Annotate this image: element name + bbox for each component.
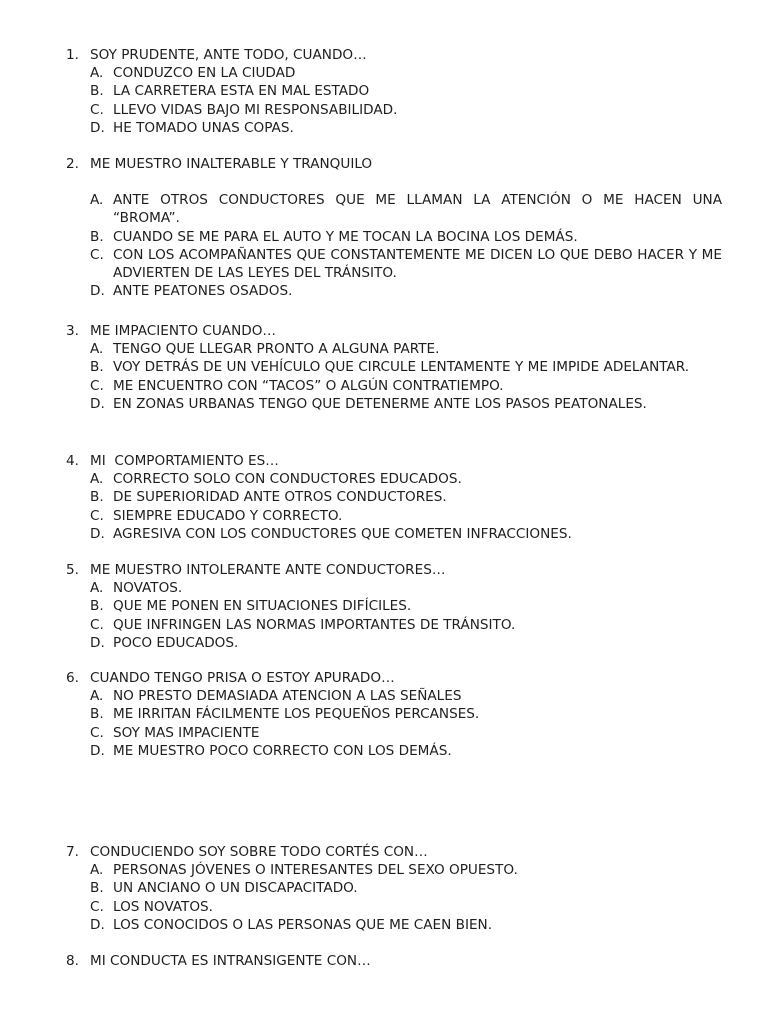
- option-d: [66, 395, 722, 413]
- option-a: [66, 861, 722, 879]
- option-text: QUE ME PONEN EN SITUACIONES DIFÍCILES.: [113, 598, 412, 615]
- option-letter: B.: [90, 706, 104, 723]
- question-text: CONDUCIENDO SOY SOBRE TODO CORTÉS CON…: [90, 844, 428, 860]
- option-c: [66, 377, 722, 395]
- option-text: LOS CONOCIDOS O LAS PERSONAS QUE ME CAEN BIEN.: [113, 916, 493, 933]
- option-letter: D.: [90, 634, 105, 651]
- question-heading: [66, 46, 722, 64]
- option-a: [66, 579, 722, 597]
- option-text: PERSONAS JÓVENES O INTERESANTES DEL SEXO OPUESTO.: [113, 862, 518, 879]
- option-text: SOY MAS IMPACIENTE: [113, 724, 260, 741]
- question-heading: [66, 843, 722, 861]
- option-a: [66, 340, 722, 358]
- option-letter: A.: [90, 192, 104, 209]
- option-letter: C.: [90, 377, 104, 394]
- option-letter: A.: [90, 65, 104, 82]
- option-letter: B.: [90, 228, 104, 245]
- option-d: [66, 119, 722, 137]
- question-heading: [66, 452, 722, 470]
- option-c: [66, 101, 722, 119]
- option-text: ME IRRITAN FÁCILMENTE LOS PEQUEÑOS PERCANSES.: [113, 706, 480, 723]
- question-number: 1.: [66, 47, 79, 63]
- option-letter: A.: [90, 341, 104, 358]
- option-letter: C.: [90, 101, 104, 118]
- option-a: [66, 470, 722, 488]
- option-b: [66, 228, 722, 246]
- option-c: [66, 616, 722, 634]
- question-2: [66, 155, 722, 300]
- option-letter: C.: [90, 246, 104, 263]
- option-letter: A.: [90, 580, 104, 597]
- option-letter: D.: [90, 916, 105, 933]
- option-text: ME MUESTRO POCO CORRECTO CON LOS DEMÁS.: [113, 742, 452, 759]
- question-8: [66, 952, 722, 970]
- option-letter: B.: [90, 359, 104, 376]
- question-text: MI COMPORTAMIENTO ES…: [90, 453, 279, 469]
- option-c: [66, 246, 722, 282]
- question-number: 5.: [66, 562, 79, 578]
- option-a: [66, 191, 722, 227]
- option-text: EN ZONAS URBANAS TENGO QUE DETENERME ANTE LOS PASOS PEATONALES.: [113, 395, 647, 412]
- option-b: [66, 597, 722, 615]
- option-text: LLEVO VIDAS BAJO MI RESPONSABILIDAD.: [113, 101, 398, 118]
- question-number: 8.: [66, 953, 79, 969]
- question-heading: [66, 669, 722, 687]
- option-b: [66, 705, 722, 723]
- question-number: 3.: [66, 323, 79, 339]
- option-c: [66, 507, 722, 525]
- option-letter: D.: [90, 525, 105, 542]
- question-text: ME IMPACIENTO CUANDO…: [90, 323, 277, 339]
- option-a: [66, 687, 722, 705]
- option-letter: D.: [90, 119, 105, 136]
- option-text: POCO EDUCADOS.: [113, 634, 239, 651]
- question-text: MI CONDUCTA ES INTRANSIGENTE CON…: [90, 953, 371, 969]
- question-5: [66, 561, 722, 652]
- option-text: LA CARRETERA ESTA EN MAL ESTADO: [113, 83, 370, 100]
- option-letter: C.: [90, 724, 104, 741]
- option-letter: C.: [90, 898, 104, 915]
- option-text: CONDUZCO EN LA CIUDAD: [113, 65, 296, 82]
- question-text: ME MUESTRO INALTERABLE Y TRANQUILO: [90, 156, 373, 172]
- option-letter: A.: [90, 471, 104, 488]
- option-text: CORRECTO SOLO CON CONDUCTORES EDUCADOS.: [113, 471, 462, 488]
- question-number: 7.: [66, 844, 79, 860]
- option-letter: B.: [90, 880, 104, 897]
- question-7: [66, 843, 722, 934]
- question-number: 6.: [66, 670, 79, 686]
- option-text: NO PRESTO DEMASIADA ATENCION A LAS SEÑALES: [113, 688, 462, 705]
- option-letter: B.: [90, 598, 104, 615]
- question-number: 4.: [66, 453, 79, 469]
- option-text: CON LOS ACOMPAÑANTES QUE CONSTANTEMENTE ME DICEN LO QUE DEBO HACER Y ME ADVIERTEN DE LAS LEYES DEL TRÁNSITO.: [113, 246, 722, 282]
- option-text: ME ENCUENTRO CON “TACOS” O ALGÚN CONTRATIEMPO.: [113, 377, 504, 394]
- question-4: [66, 452, 722, 543]
- option-letter: A.: [90, 688, 104, 705]
- option-letter: A.: [90, 862, 104, 879]
- option-text: DE SUPERIORIDAD ANTE OTROS CONDUCTORES.: [113, 489, 447, 506]
- option-letter: C.: [90, 616, 104, 633]
- spacer: [66, 173, 722, 191]
- question-number: 2.: [66, 156, 79, 172]
- question-6: [66, 669, 722, 760]
- question-heading: [66, 952, 722, 970]
- question-3: [66, 322, 722, 413]
- option-text: VOY DETRÁS DE UN VEHÍCULO QUE CIRCULE LENTAMENTE Y ME IMPIDE ADELANTAR.: [113, 359, 690, 376]
- question-heading: [66, 155, 722, 173]
- option-d: [66, 916, 722, 934]
- option-text: LOS NOVATOS.: [113, 898, 213, 915]
- option-letter: D.: [90, 283, 105, 300]
- option-letter: D.: [90, 395, 105, 412]
- option-text: QUE INFRINGEN LAS NORMAS IMPORTANTES DE TRÁNSITO.: [113, 616, 516, 633]
- option-c: [66, 724, 722, 742]
- option-letter: C.: [90, 507, 104, 524]
- option-b: [66, 488, 722, 506]
- option-b: [66, 879, 722, 897]
- question-1: [66, 46, 722, 137]
- question-text: ME MUESTRO INTOLERANTE ANTE CONDUCTORES…: [90, 562, 446, 578]
- question-heading: [66, 322, 722, 340]
- option-b: [66, 358, 722, 376]
- option-text: SIEMPRE EDUCADO Y CORRECTO.: [113, 507, 343, 524]
- option-c: [66, 898, 722, 916]
- option-text: HE TOMADO UNAS COPAS.: [113, 119, 294, 136]
- option-text: ANTE OTROS CONDUCTORES QUE ME LLAMAN LA ATENCIÓN O ME HACEN UNA “BROMA”.: [113, 192, 722, 227]
- option-d: [66, 742, 722, 760]
- option-text: TENGO QUE LLEGAR PRONTO A ALGUNA PARTE.: [113, 341, 440, 358]
- option-d: [66, 525, 722, 543]
- option-letter: B.: [90, 83, 104, 100]
- option-b: [66, 82, 722, 100]
- question-text: CUANDO TENGO PRISA O ESTOY APURADO…: [90, 670, 395, 686]
- option-letter: D.: [90, 742, 105, 759]
- option-text: NOVATOS.: [113, 580, 183, 597]
- question-heading: [66, 561, 722, 579]
- question-text: SOY PRUDENTE, ANTE TODO, CUANDO…: [90, 47, 367, 63]
- option-text: CUANDO SE ME PARA EL AUTO Y ME TOCAN LA BOCINA LOS DEMÁS.: [113, 228, 578, 245]
- option-text: AGRESIVA CON LOS CONDUCTORES QUE COMETEN INFRACCIONES.: [113, 525, 572, 542]
- option-text: ANTE PEATONES OSADOS.: [113, 283, 293, 300]
- option-letter: B.: [90, 489, 104, 506]
- option-d: [66, 634, 722, 652]
- option-d: [66, 282, 722, 300]
- option-a: [66, 64, 722, 82]
- option-text: UN ANCIANO O UN DISCAPACITADO.: [113, 880, 358, 897]
